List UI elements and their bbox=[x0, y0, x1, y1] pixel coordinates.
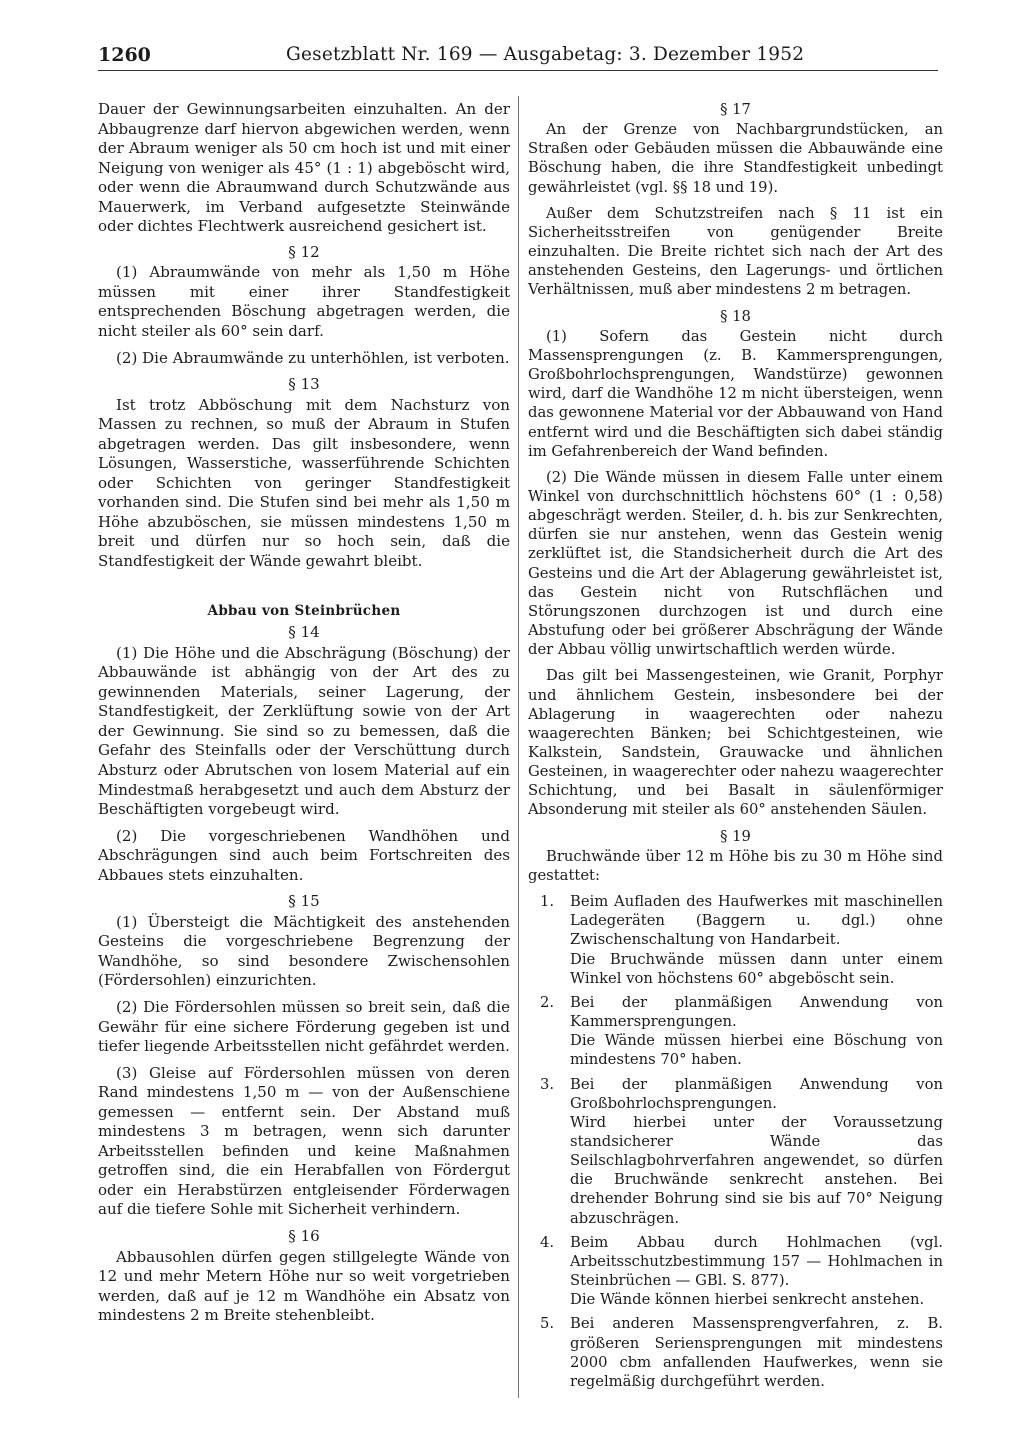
section-17-para-1: An der Grenze von Nachbargrundstücken, an Straßen oder Gebäuden müssen die Abbauwände eine Böschung haben, die ihre Standfestigkeit unbedingt gewährleistet (vgl. §§ 18 und 19). bbox=[528, 121, 943, 196]
section-13-para-1: Ist trotz Abböschung mit dem Nachsturz von Massen zu rechnen, so muß der Abraum in Stufen abgetragen werden. Das gilt insbesondere, wenn Lösungen, Wasserstiche, wasserführende Schichten oder Schichten von geringer Standfestigkeit vorhanden sind. Die Stufen sind bei mehr als 1,50 m Höhe abzuböschen, sie müssen mindestens 1,50 m breit und dürfen nur so hoch sein, daß die Standfestigkeit der Wände gewahrt bleibt. bbox=[98, 395, 510, 571]
list-item-text: Bei der planmäßigen Anwendung von Kammersprengungen. bbox=[570, 993, 943, 1031]
section-18-para-3: Das gilt bei Massengesteinen, wie Granit, Porphyr und ähnlichem Gestein, insbesondere bei der Ablagerung in waagerechten oder nahezu waagerechten Bänken; bei Schichtgesteinen, wie Kalkstein, Sandstein, Grauwacke und ähnlichen Gesteinen, in waagerechter oder nahezu waagerechter Schichtung, und bei Basalt in säulenförmiger Absonderung mit steiler als 60° anstehenden Säulen. bbox=[528, 667, 943, 819]
subheading-steinbrueche: Abbau von Steinbrüchen bbox=[207, 602, 401, 619]
section-16-para-1: Abbausohlen dürfen gegen stillgelegte Wände von 12 und mehr Metern Höhe nur so weit vorgetrieben werden, daß auf je 12 m Wandhöhe ein Absatz von mindestens 2 m Breite stehenbleibt. bbox=[98, 1247, 510, 1325]
section-17-heading: § 17 bbox=[720, 101, 751, 118]
section-15-para-3: (3) Gleise auf Fördersohlen müssen von deren Rand mindestens 1,50 m — von der Außenschiene gemessen — entfernt sein. Der Abstand muß mindestens 3 m betragen, wenn sich darunter Arbeitsstellen befinden und keine Maßnahmen getroffen sind, die ein Herabfallen von Fördergut oder ein Herabstürzen entgleisender Förderwagen auf die tiefere Sohle mit Sicherheit verhindern. bbox=[98, 1063, 510, 1219]
list-item-note: Die Wände müssen hierbei eine Böschung von mindestens 70° haben. bbox=[570, 1032, 943, 1069]
section-12-para-1: (1) Abraumwände von mehr als 1,50 m Höhe müssen mit einer ihrer Standfestigkeit entsprechenden Böschung abgetragen werden, die nicht steiler als 60° sein darf. bbox=[98, 263, 510, 341]
section-15-heading: § 15 bbox=[288, 892, 320, 911]
right-column bbox=[528, 100, 943, 1396]
list-item bbox=[528, 993, 943, 1070]
list-item-number: 1. bbox=[540, 893, 555, 911]
left-column bbox=[98, 100, 510, 1333]
list-item-text: Beim Aufladen des Haufwerkes mit maschinellen Ladegeräten (Baggern u. dgl.) ohne Zwischenschaltung von Handarbeit. bbox=[570, 893, 943, 949]
section-19-list bbox=[528, 892, 943, 1391]
list-item bbox=[528, 892, 943, 988]
page-number: 1260 bbox=[98, 44, 151, 66]
section-15-para-1: (1) Übersteigt die Mächtigkeit des anstehenden Gesteins die vorgeschriebene Begrenzung der Wandhöhe, so sind besondere Zwischensohlen (Fördersohlen) einzurichten. bbox=[98, 912, 510, 990]
list-item-number: 2. bbox=[540, 993, 555, 1011]
section-18-para-1: (1) Sofern das Gestein nicht durch Massensprengungen (z. B. Kammersprengungen, Großbohrlochsprengungen, Wandstürze) gewonnen wird, darf die Wandhöhe 12 m nicht übersteigen, wenn das gewonnene Material vor der Abbauwand von Hand entfernt wird und die Beschäftigten sich dabei ständig im Gefahrenbereich der Wand befinden. bbox=[528, 327, 943, 460]
header-rule bbox=[98, 70, 938, 71]
section-15-para-2: (2) Die Fördersohlen müssen so breit sein, daß die Gewähr für eine sichere Förderung gegeben ist und tiefer liegende Arbeitsstellen nicht gefährdet werden. bbox=[98, 997, 510, 1056]
list-item bbox=[528, 1233, 943, 1310]
section-19-heading: § 19 bbox=[720, 827, 751, 845]
list-item-note: Wird hierbei unter der Voraussetzung standsicherer Wände das Seilschlagbohrverfahren angewendet, so dürfen die Bruchwände senkrecht anstehen. Bei drehender Bohrung sind sie bis auf 70° Neigung abzuschrägen. bbox=[570, 1113, 943, 1227]
section-14-heading: § 14 bbox=[288, 623, 320, 642]
list-item-text: Bei anderen Massensprengverfahren, z. B. größeren Seriensprengungen mit mindestens 2000 cbm anfallenden Haufwerkes, wenn sie regelmäßig durchgeführt werden. bbox=[570, 1315, 943, 1390]
list-item-number: 3. bbox=[540, 1075, 555, 1093]
section-19-intro: Bruchwände über 12 m Höhe bis zu 30 m Höhe sind gestattet: bbox=[528, 847, 943, 884]
list-item bbox=[528, 1075, 943, 1228]
list-item-number: 4. bbox=[540, 1233, 555, 1251]
section-16-heading: § 16 bbox=[288, 1226, 320, 1245]
page-header bbox=[98, 44, 938, 70]
gazette-title: Gesetzblatt Nr. 169 — Ausgabetag: 3. Dezember 1952 bbox=[286, 44, 805, 65]
section-13-heading: § 13 bbox=[288, 375, 320, 394]
section-12-heading: § 12 bbox=[288, 242, 320, 261]
list-item-text: Bei der planmäßigen Anwendung von Großbohrlochsprengungen. bbox=[570, 1075, 943, 1112]
list-item-text: Beim Abbau durch Hohlmachen (vgl. Arbeitsschutzbestimmung 157 — Hohlmachen in Steinbrüchen — GBl. S. 877). bbox=[570, 1233, 943, 1290]
column-divider bbox=[518, 96, 519, 1398]
list-item bbox=[528, 1314, 943, 1391]
list-item-note: Die Bruchwände müssen dann unter einem Winkel von höchstens 60° abgeböscht sein. bbox=[570, 950, 943, 987]
list-item-number: 5. bbox=[540, 1315, 555, 1333]
section-17-para-2: Außer dem Schutzstreifen nach § 11 ist ein Sicherheitsstreifen von genügender Breite einzuhalten. Die Breite richtet sich nach der Art des anstehenden Gesteins, den Lagerungs- und örtlichen Verhältnissen, muß aber mindestens 2 m betragen. bbox=[528, 204, 943, 299]
section-14-para-1: (1) Die Höhe und die Abschrägung (Böschung) der Abbauwände ist abhängig von der Art des zu gewinnenden Materials, seiner Lagerung, der Standfestigkeit, der Zerklüftung sowie von der Art der Gewinnung. Sie sind so zu bemessen, daß die Gefahr des Steinfalls oder der Verschüttung durch Absturz oder Abrutschen von losem Material auf ein Mindestmaß herabgesetzt und auch dem Absturz der Beschäftigten vorgebeugt wird. bbox=[98, 643, 510, 819]
section-18-heading: § 18 bbox=[720, 307, 751, 325]
list-item-note: Die Wände können hierbei senkrecht anstehen. bbox=[570, 1291, 925, 1309]
section-14-para-2: (2) Die vorgeschriebenen Wandhöhen und Abschrägungen sind auch beim Fortschreiten des Abbaues stets einzuhalten. bbox=[98, 826, 510, 884]
continuation-paragraph: Dauer der Gewinnungsarbeiten einzuhalten. An der Abbaugrenze darf hiervon abgewichen werden, wenn der Abraum weniger als 50 cm hoch ist und mit einer Neigung von weniger als 45° (1 : 1) abgeböscht wird, oder wenn die Abraumwand durch Schutzwände aus Mauerwerk, im Verband aufgesetzte Steinwände oder dichtes Flechtwerk ausreichend gesichert ist. bbox=[98, 100, 510, 236]
section-18-para-2: (2) Die Wände müssen in diesem Falle unter einem Winkel von durchschnittlich höchstens 60° (1 : 0,58) abgeschrägt werden. Steiler, d. h. bis zur Senkrechten, dürfen sie nur anstehen, wenn das Gestein wenig zerklüftet ist, die Standsicherheit durch die Art des Gesteins und die Art der Ablagerung gewährleistet ist, das Gestein nicht von Rutschflächen und Störungszonen durchzogen ist und durch eine Abstufung oder bei größerer Abschrägung der Wände der Abbau völlig unwirtschaftlich werden würde. bbox=[528, 468, 943, 659]
section-12-para-2: (2) Die Abraumwände zu unterhöhlen, ist verboten. bbox=[116, 348, 510, 367]
